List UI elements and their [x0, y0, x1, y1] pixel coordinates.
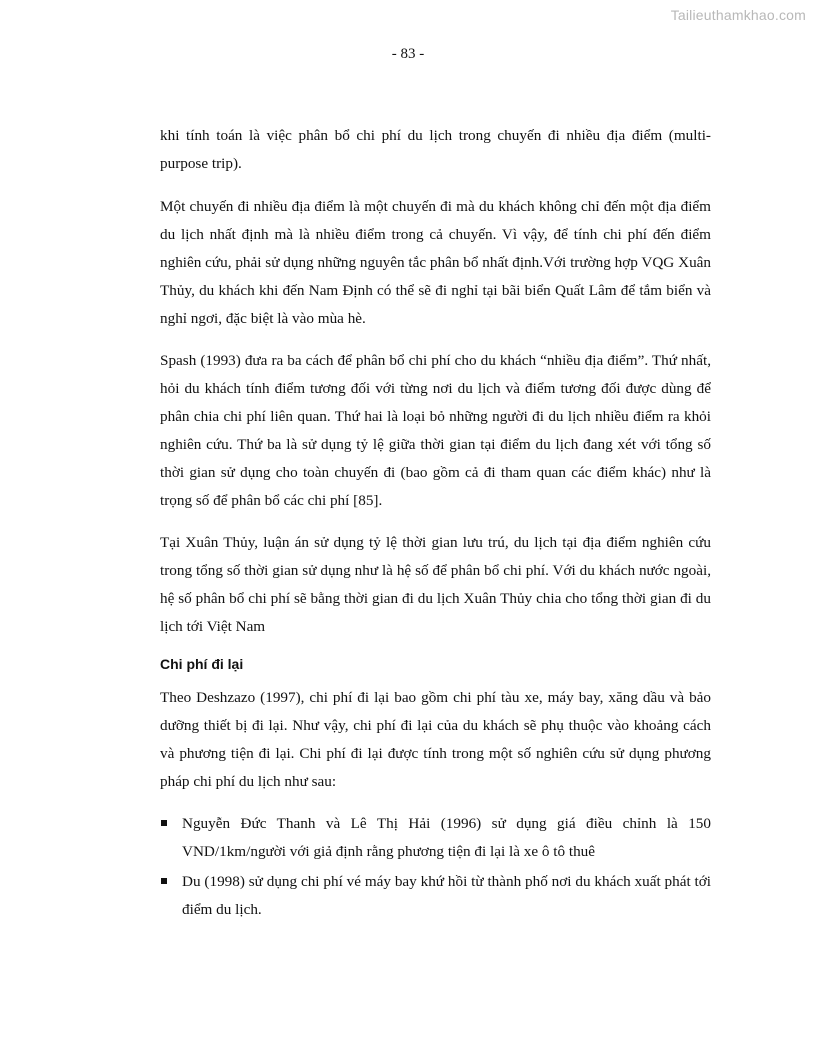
- square-bullet-icon: [161, 820, 167, 826]
- list-item: [160, 868, 711, 924]
- paragraph-3: Spash (1993) đưa ra ba cách để phân bổ chi phí cho du khách “nhiều địa điểm”. Thứ nhất, hỏi du khách tính điểm tương đối với từng nơi du lịch và điểm tương đối được dùng để phân chia chi phí liên quan. Thứ hai là loại bỏ những người đi du lịch nhiều điểm ra khỏi nghiên cứu. Thứ ba là sử dụng tỷ lệ giữa thời gian tại điểm du lịch đang xét với tổng số thời gian sử dụng cho toàn chuyến đi (bao gồm cả đi tham quan các điểm khác) như là trọng số để phân bổ các chi phí [85].: [160, 352, 711, 509]
- bullet-list: [160, 810, 711, 924]
- paragraph-1: khi tính toán là việc phân bổ chi phí du lịch trong chuyến đi nhiều địa điểm (multi-purpose trip).: [160, 127, 711, 172]
- square-bullet-icon: [161, 878, 167, 884]
- paragraph-5: Theo Deshzazo (1997), chi phí đi lại bao gồm chi phí tàu xe, máy bay, xăng dầu và bảo dưỡng thiết bị đi lại. Như vậy, chi phí đi lại của du khách sẽ phụ thuộc vào khoảng cách và phương tiện đi lại. Chi phí đi lại được tính trong một số nghiên cứu sử dụng phương pháp chi phí du lịch như sau:: [160, 689, 711, 790]
- list-item-text: Nguyễn Đức Thanh và Lê Thị Hải (1996) sử dụng giá điều chỉnh là 150 VND/1km/người với giả định rằng phương tiện đi lại là xe ô tô thuê: [182, 815, 711, 860]
- list-item-text: Du (1998) sử dụng chi phí vé máy bay khứ hồi từ thành phố nơi du khách xuất phát tới điểm du lịch.: [182, 873, 711, 918]
- section-heading: Chi phí đi lại: [160, 656, 244, 672]
- document-body: [160, 122, 711, 926]
- paragraph-2: Một chuyến đi nhiều địa điểm là một chuyến đi mà du khách không chỉ đến một địa điểm du lịch nhất định mà là nhiều điểm trong cả chuyến. Vì vậy, để tính chi phí đến điểm nghiên cứu, phải sử dụng những nguyên tắc phân bổ nhất định.Với trường hợp VQG Xuân Thủy, du khách khi đến Nam Định có thể sẽ đi nghỉ tại bãi biển Quất Lâm để tắm biển và nghỉ ngơi, đặc biệt là vào mùa hè.: [160, 198, 711, 327]
- page-number: - 83 -: [391, 46, 425, 62]
- list-item: [160, 810, 711, 866]
- paragraph-4: Tại Xuân Thủy, luận án sử dụng tỷ lệ thời gian lưu trú, du lịch tại địa điểm nghiên cứu trong tổng số thời gian sử dụng như là hệ số để phân bổ chi phí. Với du khách nước ngoài, hệ số phân bổ chi phí sẽ bằng thời gian đi du lịch Xuân Thủy chia cho tổng thời gian đi du lịch tới Việt Nam: [160, 534, 711, 635]
- watermark-text: Tailieuthamkhao.com: [670, 7, 806, 23]
